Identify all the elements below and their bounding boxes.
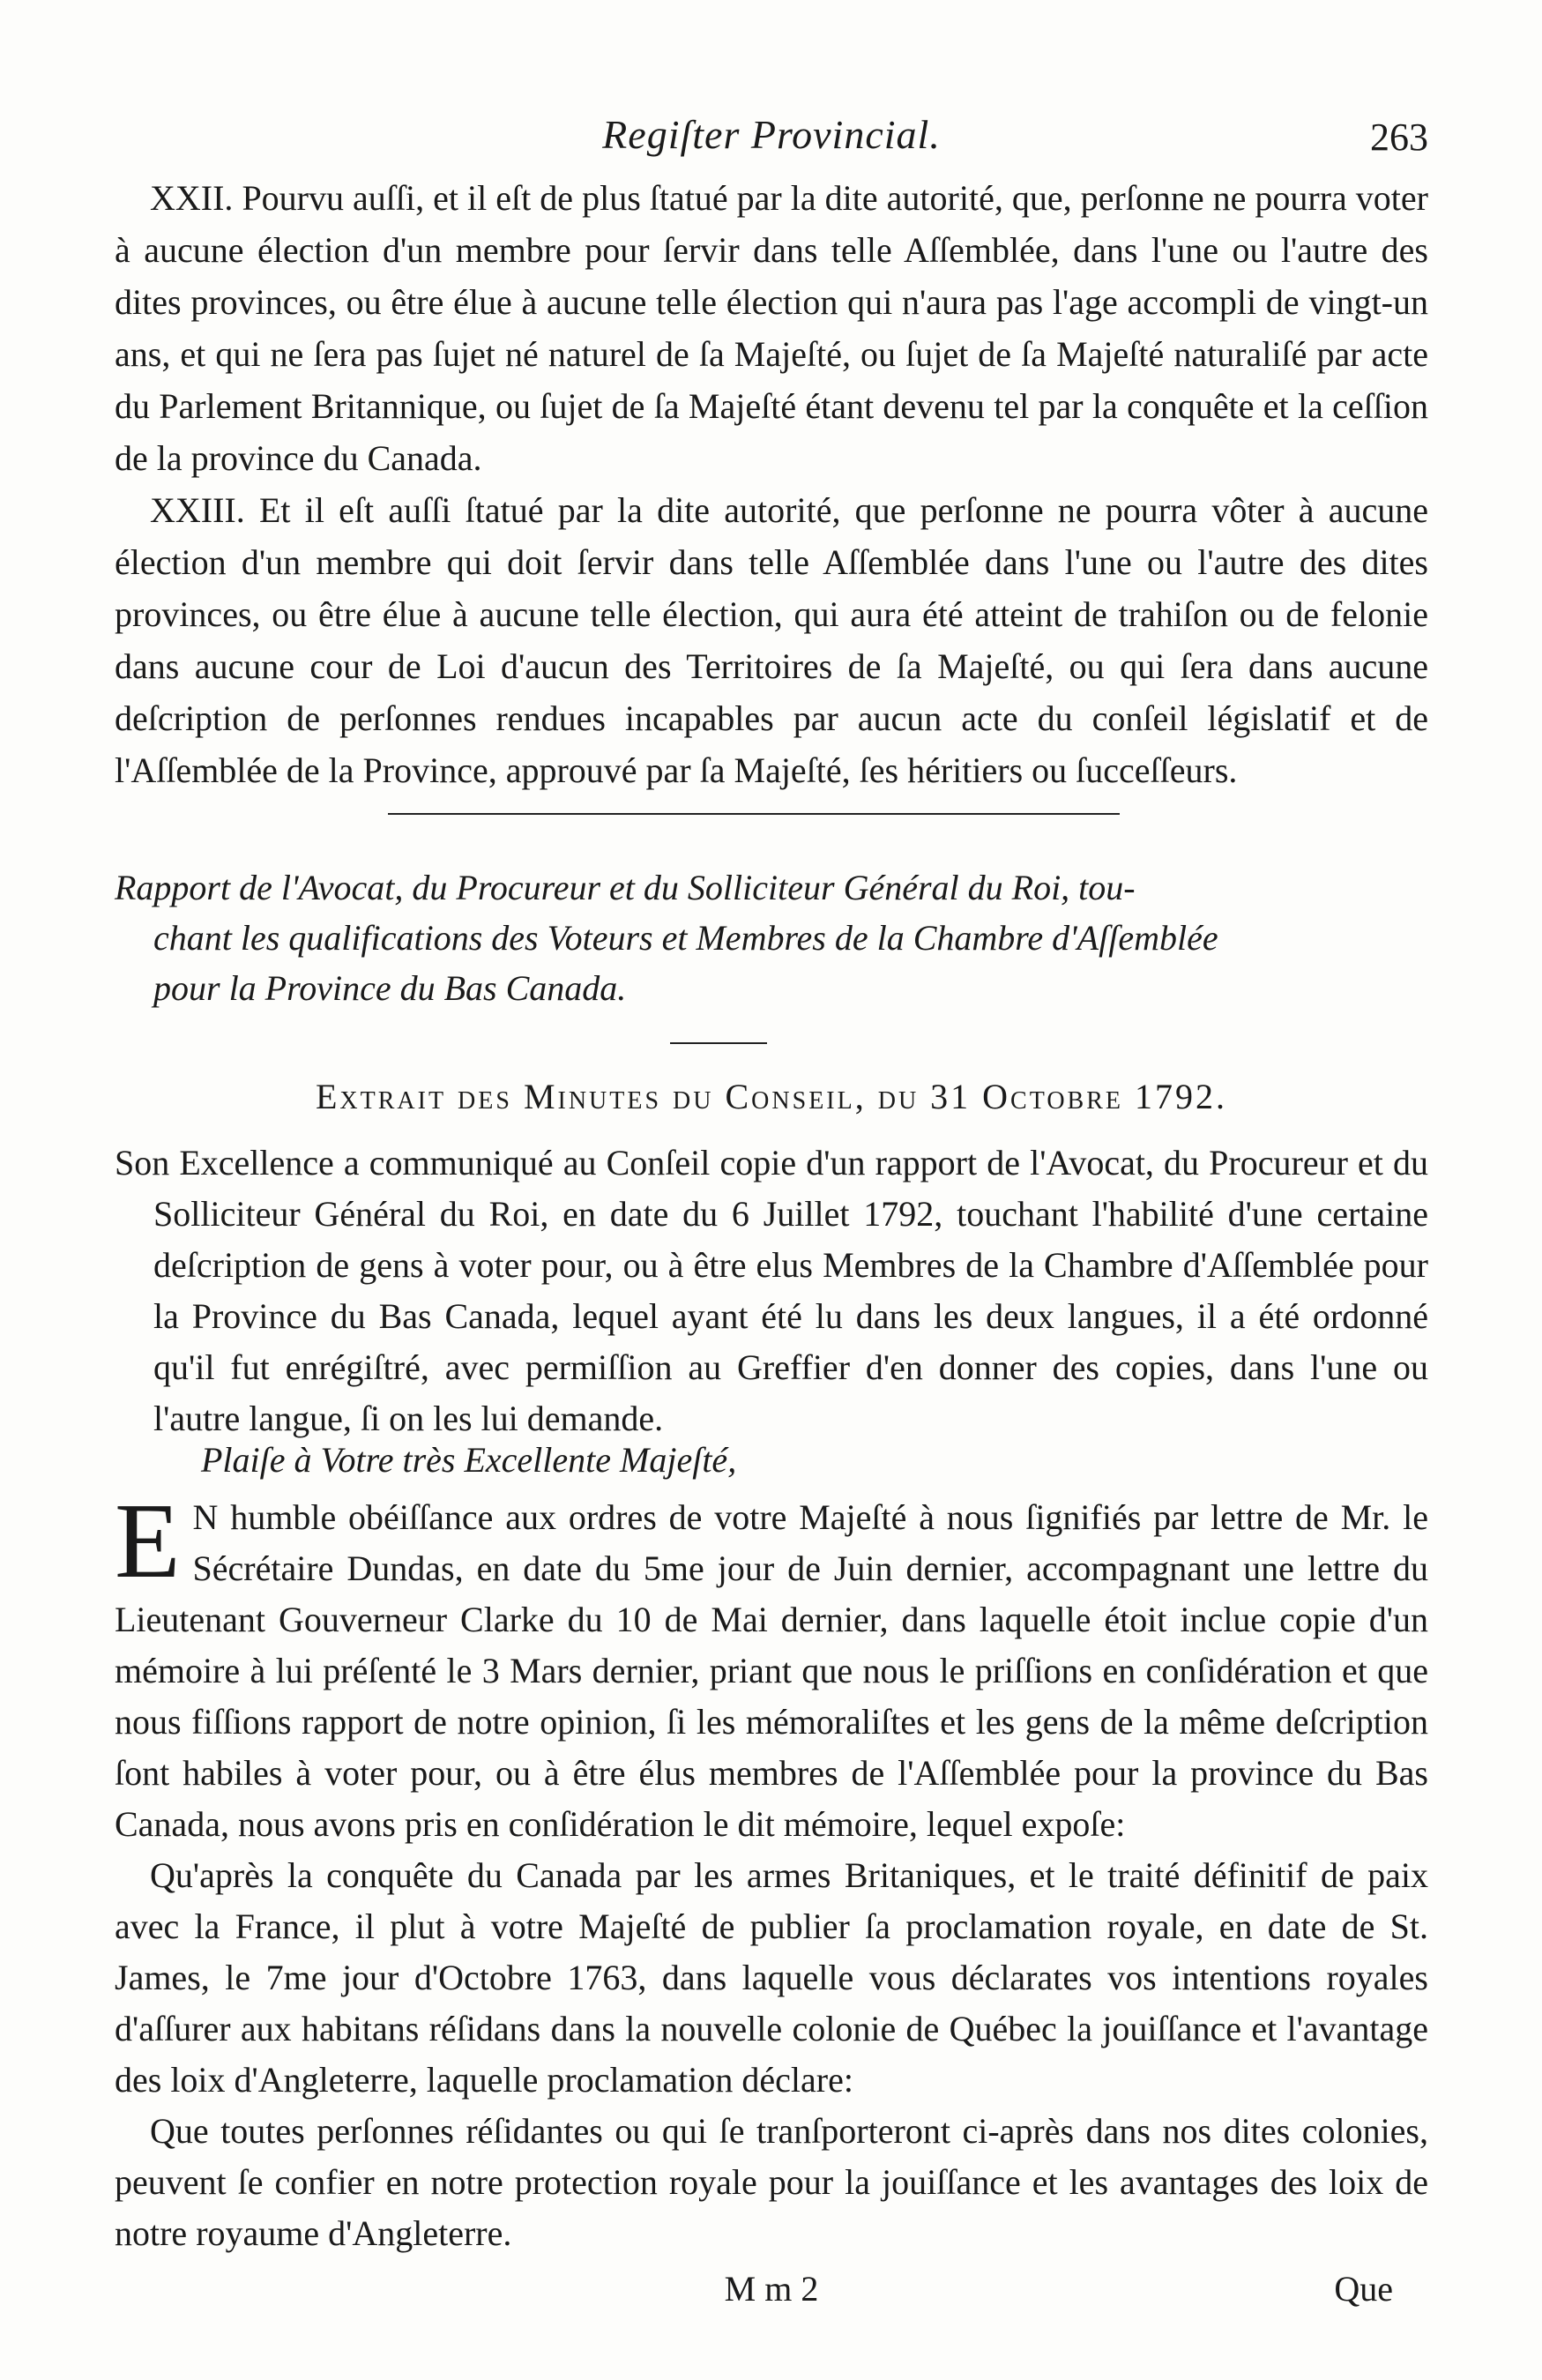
- extract-paragraph-block: [115, 1138, 1428, 1444]
- short-rule: [670, 1042, 767, 1044]
- report-title: [115, 862, 1428, 1013]
- extract-paragraph: Son Excellence a communiqué au Conſeil copie d'un rapport de l'Avocat, du Procureur et du Solliciteur Général du Roi, en date du 6 Juillet 1792, touchant l'habilité d'une certaine deſcription de gens à voter pour, ou à être elus Membres de la Chambre d'Aſſemblée pour la Province du Bas Canada, lequel ayant été lu dans les deux langues, il a été ordonné qu'il fut enrégiſtré, avec permiſſion au Greffier d'en donner des copies, dans l'une ou l'autre langue, ſi on les lui demande.: [115, 1143, 1428, 1438]
- page-number: 263: [1370, 116, 1428, 159]
- report-title-line-2: chant les qualifications des Voteurs et Membres de la Chambre d'Aſſemblée: [153, 918, 1218, 958]
- letter-paragraph-2: Qu'après la conquête du Canada par les armes Britaniques, et le traité définitif de paix avec la France, il plut à votre Majeſté de publier ſa proclamation royale, en date de St. James, le 7me jour d'Octobre 1763, dans laquelle vous déclarates vos intentions royales d'aſſurer aux habitans réſidans dans la nouvelle colonie de Québec la jouiſſance et l'avantage des loix d'Angleterre, laquelle proclamation déclare:: [115, 1855, 1428, 2100]
- article-xxii: XXII. Pourvu auſſi, et il eſt de plus ſtatué par la dite autorité, que, perſonne ne pourra voter à aucune élection d'un membre pour ſervir dans telle Aſſemblée, dans l'une ou l'autre des dites provinces, ou être élue à aucune telle élection qui n'aura pas l'age accompli de vingt-un ans, et qui ne ſera pas ſujet né naturel de ſa Majeſté, ou ſujet de ſa Majeſté naturaliſé par acte du Parlement Britannique, ou ſujet de ſa Majeſté étant devenu tel par la conquête et la ceſſion de la province du Canada.: [115, 178, 1428, 478]
- letter-paragraph-1-text: N humble obéiſſance aux ordres de votre Majeſté à nous ſignifiés par lettre de Mr. le Sécrétaire Dundas, en date du 5me jour de Juin dernier, accompagnant une lettre du Lieutenant Gouverneur Clarke du 10 de Mai dernier, dans laquelle étoit inclue copie d'un mémoire à lui préſenté le 3 Mars dernier, priant que nous le priſſions en conſidération et que nous fiſſions rapport de notre opinion, ſi les mémoraliſtes et les gens de la même deſcription ſont habiles à voter pour, ou à être élus membres de l'Aſſemblée pour la province du Bas Canada, nous avons pris en conſidération le dit mémoire, lequel expoſe:: [115, 1497, 1428, 1844]
- salutation: Plaiſe à Votre très Excellente Majeſté,: [201, 1440, 737, 1480]
- report-title-line-1: Rapport de l'Avocat, du Procureur et du Solliciteur Général du Roi, tou-: [115, 868, 1136, 907]
- page-header: [115, 104, 1428, 166]
- extract-heading: Extrait des Minutes du Conseil, du 31 Octobre 1792.: [315, 1077, 1228, 1116]
- articles-section: [115, 172, 1428, 796]
- running-title: Regiſter Provincial.: [602, 112, 941, 157]
- signature-mark: M m 2: [724, 2269, 819, 2309]
- letter-paragraph-3: Que toutes perſonnes réſidantes ou qui ſe tranſporteront ci-après dans nos dites colonies, peuvent ſe confier en notre protection royale pour la jouiſſance et les avantages des loix de notre royaume d'Angleterre.: [115, 2111, 1428, 2253]
- section-rule: [388, 813, 1120, 815]
- extract-heading-block: [115, 1076, 1428, 1117]
- article-xxiii: XXIII. Et il eſt auſſi ſtatué par la dite autorité, que perſonne ne pourra vôter à aucune élection d'un membre qui doit ſervir dans telle Aſſemblée dans l'une ou l'autre des dites provinces, ou être élue à aucune telle élection, qui aura été atteint de trahiſon ou de felonie dans aucune cour de Loi d'aucun des Territoires de ſa Majeſté, ou qui ſera dans aucune deſcription de perſonnes rendues incapables par aucun acte du conſeil législatif et de l'Aſſemblée de la Province, approuvé par ſa Majeſté, ſes héritiers ou ſucceſſeurs.: [115, 490, 1428, 790]
- page-footer: [115, 2268, 1428, 2321]
- salutation-block: [115, 1439, 1428, 1481]
- drop-cap: E: [115, 1481, 181, 1600]
- report-title-line-3: pour la Province du Bas Canada.: [153, 968, 627, 1008]
- letter-paragraph-1: [115, 1481, 1428, 1850]
- catchword: Que: [1334, 2269, 1393, 2309]
- letter-body: [115, 1481, 1428, 2259]
